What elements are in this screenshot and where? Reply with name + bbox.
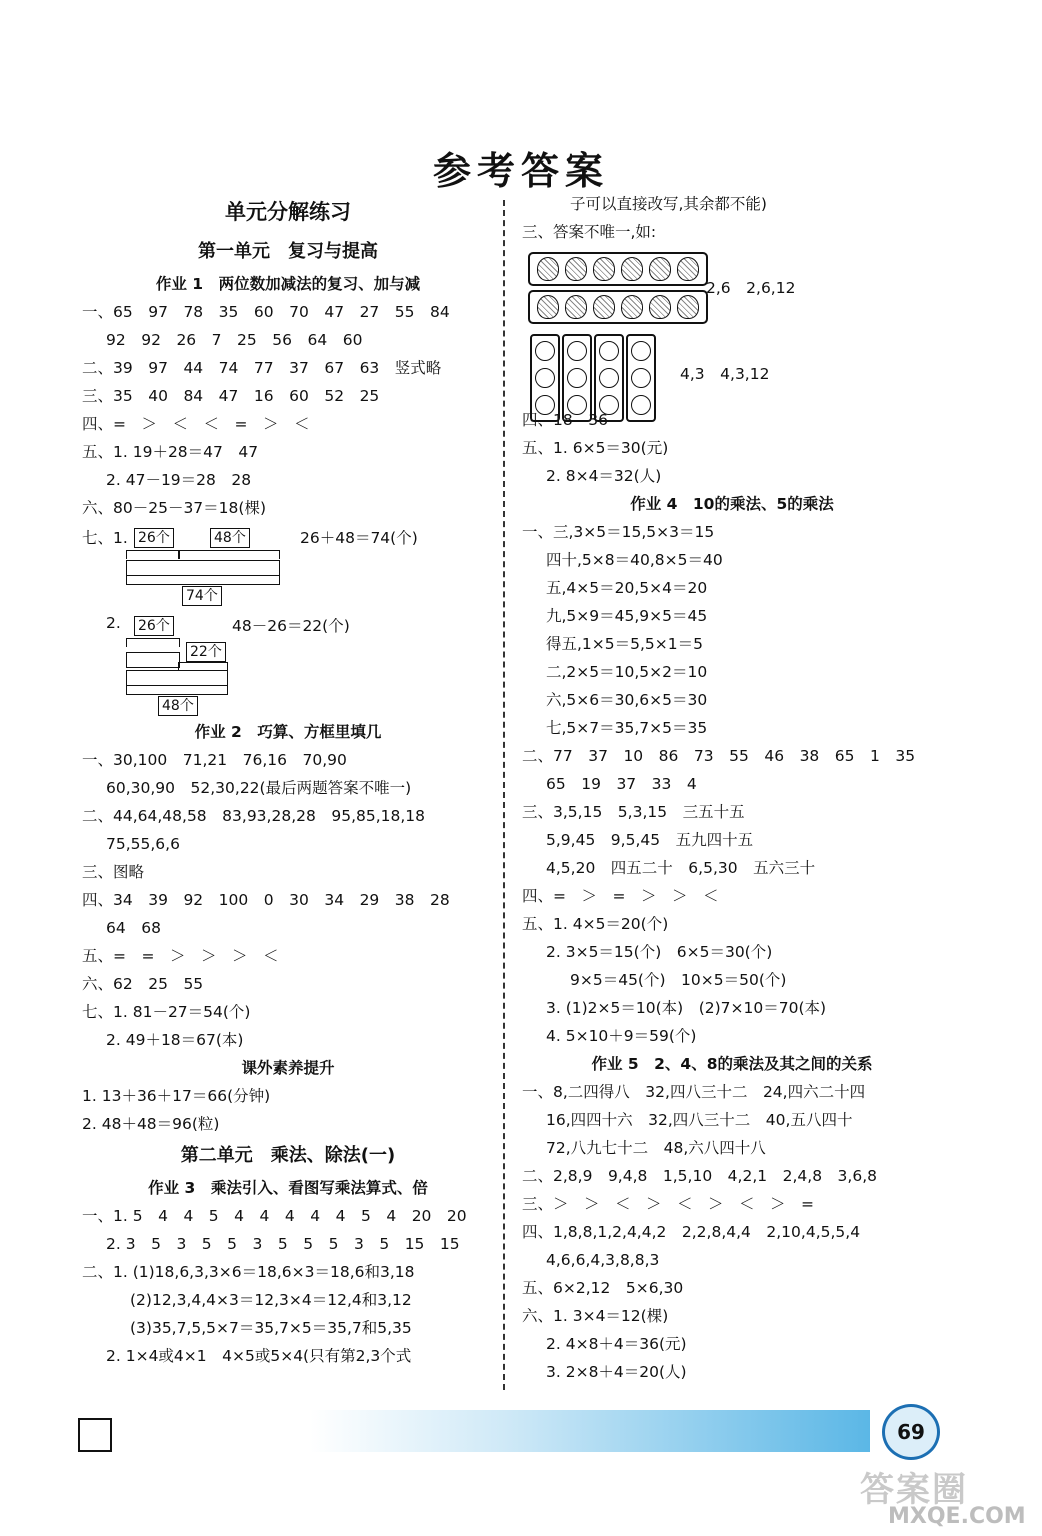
answer-line: 二、77 37 10 86 73 55 46 38 65 1 35 xyxy=(522,747,916,765)
answer-line: 1. 13＋36＋17＝66(分钟) xyxy=(82,1087,271,1105)
diagram-bar xyxy=(126,670,228,686)
question-label: 七、1. xyxy=(82,529,128,547)
strawberry-icon xyxy=(621,257,643,281)
answer-line: 2. 4×8＋4＝36(元) xyxy=(546,1335,687,1353)
watermark-url: MXQE.COM xyxy=(888,1504,1026,1529)
diagram-box-label: 48个 xyxy=(158,696,198,716)
brace xyxy=(178,550,280,559)
answer-line: 五、6×2,12 5×6,30 xyxy=(522,1279,684,1297)
answer-line: 六、62 25 55 xyxy=(82,975,204,993)
diagram-equation: 48－26＝22(个) xyxy=(232,617,350,635)
brace xyxy=(126,638,180,647)
circle-icon xyxy=(567,395,587,415)
answer-line: 得五,1×5＝5,5×1＝5 xyxy=(546,635,703,653)
answer-line: 2. 1×4或4×1 4×5或5×4(只有第2,3个式 xyxy=(106,1347,412,1365)
answer-line: 七,5×7＝35,7×5＝35 xyxy=(546,719,708,737)
homework-heading: 作业 4 10的乘法、5的乘法 xyxy=(630,495,834,513)
answer-line: 2. 3 5 3 5 5 3 5 5 5 3 5 15 15 xyxy=(106,1235,460,1253)
strawberry-icon xyxy=(537,295,559,319)
answer-line: 64 68 xyxy=(106,919,161,937)
strawberry-icon xyxy=(593,257,615,281)
column-divider xyxy=(503,200,507,1390)
answer-line: 72,八九七十二 48,六八四十八 xyxy=(546,1139,766,1157)
answer-line: 四、1,8,8,1,2,4,4,2 2,2,8,4,4 2,10,4,5,5,4 xyxy=(522,1223,861,1241)
answer-line: 七、1. 81－27＝54(个) xyxy=(82,1003,251,1021)
answer-line: 五、1. 4×5＝20(个) xyxy=(522,915,669,933)
strawberry-icon xyxy=(649,257,671,281)
answer-line: 5,9,45 9,5,45 五九四十五 xyxy=(546,831,754,849)
picture-label: 4,3 4,3,12 xyxy=(680,365,770,383)
circle-icon xyxy=(631,368,651,388)
circle-icon xyxy=(535,341,555,361)
circle-icon xyxy=(599,368,619,388)
extra-heading: 课外素养提升 xyxy=(241,1059,335,1077)
answer-line: 2. 3×5＝15(个) 6×5＝30(个) xyxy=(546,943,773,961)
brace xyxy=(126,576,280,585)
answer-line: 二,2×5＝10,5×2＝10 xyxy=(546,663,708,681)
page-title: 参考答案 xyxy=(432,149,609,193)
answer-line: 五,4×5＝20,5×4＝20 xyxy=(546,579,708,597)
answer-line: 六、1. 3×4＝12(棵) xyxy=(522,1307,669,1325)
unit-heading: 第一单元 复习与提高 xyxy=(198,241,378,262)
answer-line: 4. 5×10＋9＝59(个) xyxy=(546,1027,697,1045)
answer-line: 3. (1)2×5＝10(本) (2)7×10＝70(本) xyxy=(546,999,827,1017)
answer-line: 三、3,5,15 5,3,15 三五十五 xyxy=(522,803,745,821)
answer-line: 二、44,64,48,58 83,93,28,28 95,85,18,18 xyxy=(82,807,426,825)
left-column xyxy=(82,190,494,1370)
strawberry-group xyxy=(528,290,708,324)
answer-line: 二、1. (1)18,6,3,3×6＝18,6×3＝18,6和3,18 xyxy=(82,1263,415,1281)
homework-heading: 作业 2 巧算、方框里填几 xyxy=(194,723,382,741)
question-label: 2. xyxy=(106,614,121,632)
answer-line: 一、30,100 71,21 76,16 70,90 xyxy=(82,751,347,769)
answer-line: 4,6,6,4,3,8,8,3 xyxy=(546,1251,660,1269)
strawberry-group xyxy=(528,252,708,286)
brace xyxy=(178,662,228,671)
circle-icon xyxy=(631,395,651,415)
circle-icon xyxy=(535,368,555,388)
strawberry-icon xyxy=(649,295,671,319)
answer-line: 四、18 36 xyxy=(522,411,608,429)
answer-line: 九,5×9＝45,9×5＝45 xyxy=(546,607,708,625)
circle-group xyxy=(594,334,624,422)
section-heading: 单元分解练习 xyxy=(225,200,351,224)
diagram-equation: 26＋48＝74(个) xyxy=(300,529,418,547)
answer-line: 三、答案不唯一,如: xyxy=(522,223,657,241)
strawberry-icon xyxy=(537,257,559,281)
answer-line: 五、1. 19＋28＝47 47 xyxy=(82,443,259,461)
answer-line: 2. 48＋48＝96(粒) xyxy=(82,1115,220,1133)
answer-line: 六,5×6＝30,6×5＝30 xyxy=(546,691,708,709)
answer-line: 五、1. 6×5＝30(元) xyxy=(522,439,669,457)
strawberry-icon xyxy=(565,257,587,281)
homework-heading: 作业 3 乘法引入、看图写乘法算式、倍 xyxy=(148,1179,428,1197)
watermark: 答案圈 xyxy=(860,1470,968,1510)
answer-line: 60,30,90 52,30,22(最后两题答案不唯一) xyxy=(106,779,412,797)
strawberry-icon xyxy=(677,257,699,281)
answer-line: (2)12,3,4,4×3＝12,3×4＝12,4和3,12 xyxy=(130,1291,412,1309)
answer-line: 二、2,8,9 9,4,8 1,5,10 4,2,1 2,4,8 3,6,8 xyxy=(522,1167,877,1185)
circle-icon xyxy=(631,341,651,361)
footer-bar xyxy=(310,1410,870,1452)
answer-line: 65 19 37 33 4 xyxy=(546,775,697,793)
answer-line: 子可以直接改写,其余都不能) xyxy=(570,195,767,213)
answer-line: 三、＞ ＞ ＜ ＞ ＜ ＞ ＜ ＞ = xyxy=(522,1195,814,1213)
answer-line: 4,5,20 四五二十 6,5,30 五六三十 xyxy=(546,859,816,877)
answer-line: 四、= ＞ = ＞ ＞ ＜ xyxy=(522,887,719,905)
answer-line: 二、39 97 44 74 77 37 67 63 竖式略 xyxy=(82,359,442,377)
answer-line: 五、= = ＞ ＞ ＞ ＜ xyxy=(82,947,279,965)
answer-line: 9×5＝45(个) 10×5＝50(个) xyxy=(570,971,787,989)
homework-heading: 作业 1 两位数加减法的复习、加与减 xyxy=(155,275,421,293)
strawberry-icon xyxy=(565,295,587,319)
strawberry-icon xyxy=(593,295,615,319)
answer-line: 一、1. 5 4 4 5 4 4 4 4 4 5 4 20 20 xyxy=(82,1207,467,1225)
diagram-box-label: 22个 xyxy=(186,642,226,662)
picture-answer xyxy=(522,246,942,406)
circle-icon xyxy=(599,395,619,415)
circle-group xyxy=(626,334,656,422)
answer-line: 3. 2×8＋4＝20(人) xyxy=(546,1363,687,1381)
answer-line: 四十,5×8＝40,8×5＝40 xyxy=(546,551,723,569)
right-column xyxy=(522,190,942,1386)
line-diagram-1 xyxy=(82,522,494,606)
diagram-bar xyxy=(126,652,180,668)
line-diagram-2 xyxy=(82,606,494,718)
answer-line: 2. 8×4＝32(人) xyxy=(546,467,662,485)
brace xyxy=(126,550,180,559)
corner-box xyxy=(78,1418,112,1452)
answer-line: (3)35,7,5,5×7＝35,7×5＝35,7和5,35 xyxy=(130,1319,412,1337)
answer-line: 四、= ＞ ＜ ＜ = ＞ ＜ xyxy=(82,415,310,433)
circle-icon xyxy=(567,368,587,388)
brace xyxy=(126,686,228,695)
circle-group xyxy=(562,334,592,422)
unit-heading: 第二单元 乘法、除法(一) xyxy=(180,1145,396,1166)
circle-group xyxy=(530,334,560,422)
strawberry-icon xyxy=(621,295,643,319)
circle-icon xyxy=(599,341,619,361)
answer-line: 2. 47－19＝28 28 xyxy=(106,471,252,489)
answer-line: 2. 49＋18＝67(本) xyxy=(106,1031,244,1049)
answer-line: 一、三,3×5＝15,5×3＝15 xyxy=(522,523,715,541)
answer-line: 一、65 97 78 35 60 70 47 27 55 84 xyxy=(82,303,450,321)
diagram-box-label: 48个 xyxy=(210,528,250,548)
answer-line: 四、34 39 92 100 0 30 34 29 38 28 xyxy=(82,891,450,909)
answer-line: 16,四四十六 32,四八三十二 40,五八四十 xyxy=(546,1111,853,1129)
diagram-box-label: 74个 xyxy=(182,586,222,606)
diagram-box-label: 26个 xyxy=(134,616,174,636)
answer-line: 三、图略 xyxy=(82,863,145,881)
strawberry-icon xyxy=(677,295,699,319)
circle-icon xyxy=(567,341,587,361)
answer-line: 六、80－25－37＝18(棵) xyxy=(82,499,266,517)
circle-icon xyxy=(535,395,555,415)
diagram-bar xyxy=(126,560,280,576)
answer-line: 75,55,6,6 xyxy=(106,835,180,853)
homework-heading: 作业 5 2、4、8的乘法及其之间的关系 xyxy=(591,1055,873,1073)
diagram-box-label: 26个 xyxy=(134,528,174,548)
answer-line: 三、35 40 84 47 16 60 52 25 xyxy=(82,387,380,405)
page-number: 69 xyxy=(882,1404,940,1460)
picture-label: 2,6 2,6,12 xyxy=(706,279,796,297)
answer-line: 一、8,二四得八 32,四八三十二 24,四六二十四 xyxy=(522,1083,866,1101)
answer-line: 92 92 26 7 25 56 64 60 xyxy=(106,331,363,349)
